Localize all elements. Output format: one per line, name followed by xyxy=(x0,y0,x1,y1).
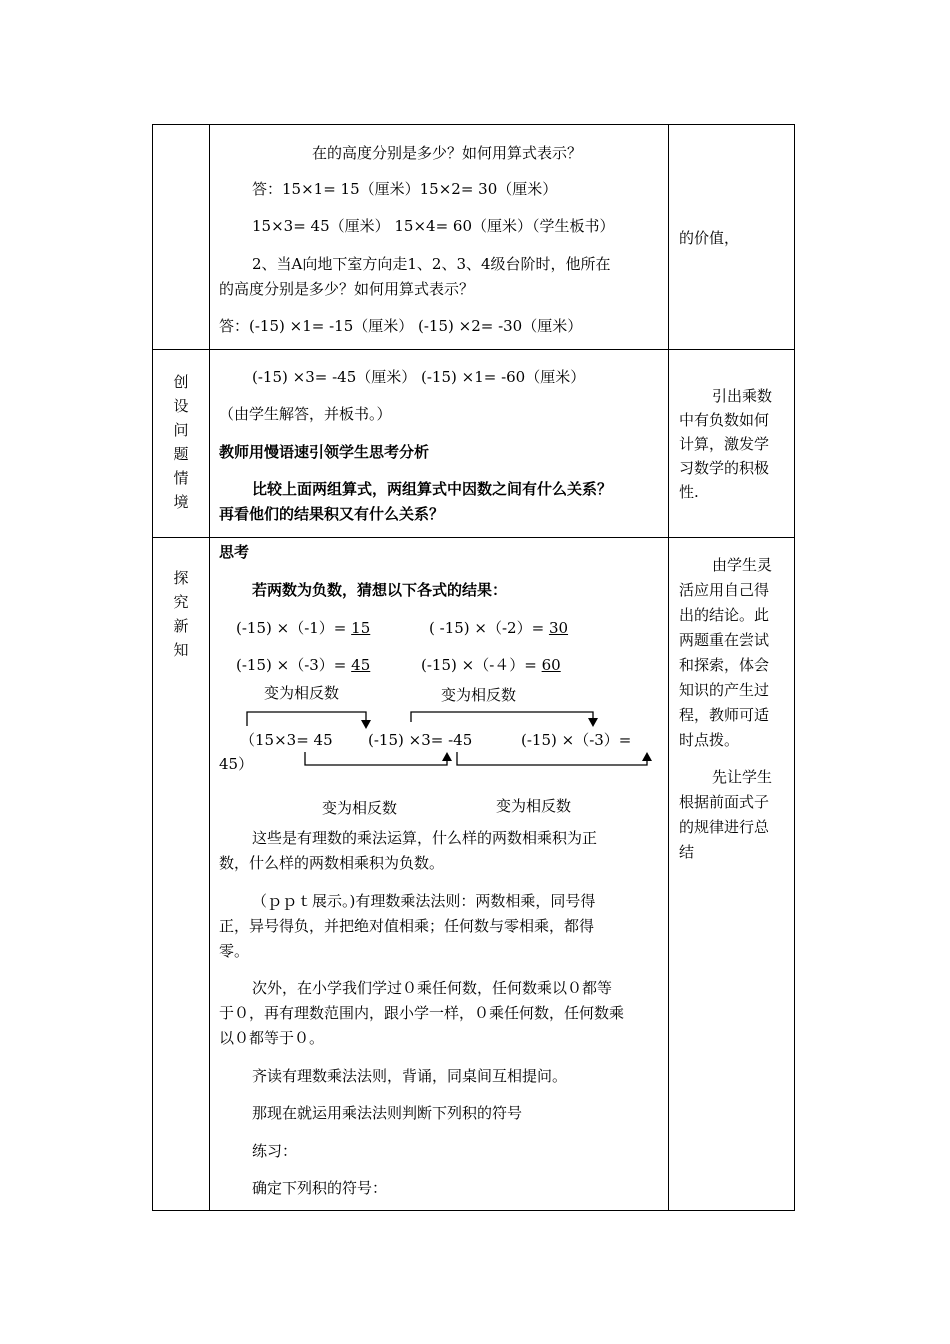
paragraph-2-line-2: 正，异号得负，并把绝对值相乘；任何数与零相乘，都得 xyxy=(219,917,595,935)
row1-line3: 15×3= 45（厘米） 15×4= 60（厘米）（学生板书） xyxy=(252,217,615,235)
row2-line3: 教师用慢语速引领学生思考分析 xyxy=(219,443,430,461)
note-line: 知识的产生过 xyxy=(679,681,770,699)
stage-char: 探 xyxy=(173,569,189,587)
equation-answer: 30 xyxy=(548,619,569,637)
row1-line4: 2、当A向地下室方向走1、2、3、4级台阶时，他所在 xyxy=(252,255,611,273)
note-line: 出的结论。此 xyxy=(679,606,770,624)
stage-char: 新 xyxy=(173,617,189,635)
label-opposite-top-1: 变为相反数 xyxy=(264,684,340,702)
note-line: 程，教师可适 xyxy=(679,706,770,724)
note-line: 性. xyxy=(679,483,699,501)
expression-2: (-15) ×3= -45 xyxy=(368,731,473,749)
expression-3: (-15) ×（-3）= xyxy=(521,731,632,749)
stage-char: 创 xyxy=(173,373,189,391)
stage-char: 境 xyxy=(173,493,189,511)
equation-answer: 60 xyxy=(541,656,561,674)
stage-char: 设 xyxy=(173,397,189,415)
note-line: 的规律进行总 xyxy=(679,818,770,836)
paragraph-4: 齐读有理数乘法法则，背诵，同桌间互相提问。 xyxy=(252,1067,568,1085)
paragraph-3-line-3: 以０都等于０。 xyxy=(219,1029,325,1047)
paragraph-5: 那现在就运用乘法法则判断下列积的符号 xyxy=(252,1104,523,1122)
expression-4: 45） xyxy=(219,755,254,773)
label-opposite-top-2: 变为相反数 xyxy=(441,686,517,704)
equation-answer: 15 xyxy=(351,619,371,637)
stage-char: 情 xyxy=(173,469,189,487)
row2-line4: 比较上面两组算式，两组算式中因数之间有什么关系？ xyxy=(252,480,613,498)
note-line: 先让学生 xyxy=(712,768,773,786)
row3-note xyxy=(679,553,772,865)
stage-char: 知 xyxy=(173,641,189,659)
note-line: 由学生灵 xyxy=(712,556,773,574)
paragraph-3-line-1: 次外，在小学我们学过０乘任何数，任何数乘以０都等 xyxy=(252,979,613,997)
label-opposite-bottom-1: 变为相反数 xyxy=(322,799,398,817)
note-line: 两题重在尝试 xyxy=(679,631,770,649)
label-opposite-bottom-2: 变为相反数 xyxy=(496,797,572,815)
note-line: 结 xyxy=(679,843,695,861)
equation-text: ( -15) ×（-2）= xyxy=(429,619,545,637)
paragraph-1-line-1: 这些是有理数的乘法运算，什么样的两数相乘积为正 xyxy=(252,829,598,847)
paragraph-3-line-2: 于０，再有理数范围内，跟小学一样，０乘任何数，任何数乘 xyxy=(219,1004,625,1022)
expression-1: （15×3= 45 xyxy=(240,731,333,749)
note-line: 和探索，体会 xyxy=(679,656,770,674)
row2-line1: (-15) ×3= -45（厘米） (-15) ×1= -60（厘米） xyxy=(252,368,586,386)
row2-line5: 再看他们的结果积又有什么关系？ xyxy=(219,505,445,523)
think-prompt: 若两数为负数，猜想以下各式的结果： xyxy=(252,581,508,599)
note-line: 时点拨。 xyxy=(679,731,740,749)
note-line: 引出乘数 xyxy=(712,387,773,405)
note-line: 计算，激发学 xyxy=(679,435,770,453)
row1-line1: 在的高度分别是多少？如何用算式表示？ xyxy=(312,144,583,162)
stage-char: 问 xyxy=(173,421,189,439)
paragraph-2-line-1: （ｐｐｔ展示。)有理数乘法法则：两数相乘，同号得 xyxy=(252,892,596,910)
row1-line5: 的高度分别是多少？如何用算式表示？ xyxy=(219,280,475,298)
stage-char: 究 xyxy=(173,593,189,611)
think-title: 思考 xyxy=(219,543,250,561)
paragraph-2-line-3: 零。 xyxy=(219,942,250,960)
row2-line2: （由学生解答，并板书。） xyxy=(219,405,392,423)
equation-text: (-15) ×（-3）= xyxy=(236,656,347,674)
row1-line6: 答：(-15) ×1= -15（厘米） (-15) ×2= -30（厘米） xyxy=(219,317,583,335)
note-line: 活应用自己得 xyxy=(679,581,770,599)
note-line: 的价值， xyxy=(679,229,740,247)
note-line: 习数学的积极 xyxy=(679,459,770,477)
equation-text: (-15) ×（-1）= xyxy=(236,619,347,637)
paragraph-6: 练习： xyxy=(252,1142,298,1160)
note-line: 中有负数如何 xyxy=(679,411,770,429)
paragraph-7: 确定下列积的符号： xyxy=(252,1179,388,1197)
stage-char: 题 xyxy=(173,445,189,463)
equation-text: (-15) ×（-４）= xyxy=(421,656,537,674)
paragraph-1-line-2: 数，什么样的两数相乘积为负数。 xyxy=(219,854,445,872)
equation-answer: 45 xyxy=(351,656,371,674)
note-line: 根据前面式子 xyxy=(679,793,770,811)
row1-line2: 答：15×1= 15（厘米）15×2= 30（厘米） xyxy=(252,180,558,198)
